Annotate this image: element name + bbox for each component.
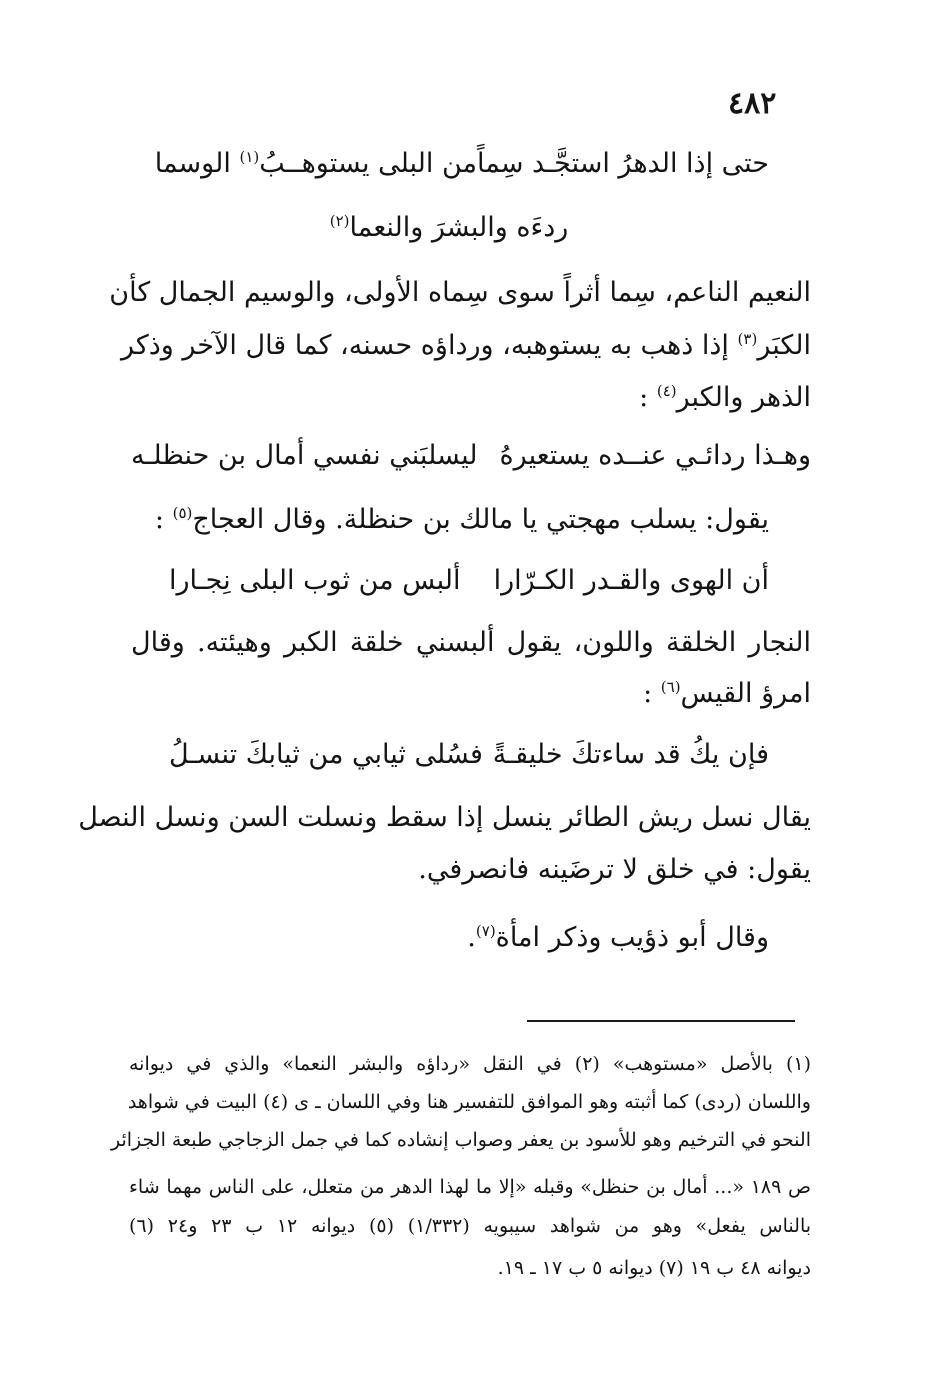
para-1-line-1: النعيم الناعم، سِما أثراً سوى سِماه الأولى، والوسيم الجمال كأن <box>109 277 811 308</box>
footnote-ref-6: (٦) <box>660 678 681 696</box>
verse-4 <box>169 737 769 772</box>
footnote-separator <box>527 1020 795 1022</box>
footnote-ref-4: (٤) <box>656 382 677 400</box>
verse-1 <box>154 146 769 181</box>
footnote-line-5: بالناس يفعل» وهو من شواهد سيبويه (١/٣٣٢) (٥) ديوانه ١٢ ب ٢٣ و٢٤ (٦) <box>129 1215 812 1237</box>
footnote-line-4: ص ١٨٩ «... أمال بن حنظل» وقبله «إلا ما لهذا الدهر من متعلل، على الناس مهما شاء <box>129 1176 811 1198</box>
verse-4-hemistich-a: فإن يكُ قد ساءتكَ خليقـةً <box>492 739 769 770</box>
para-1-line-2 <box>120 328 811 363</box>
verse-3-hemistich-a: أن الهوى والقـدر الكـرّارا <box>493 565 769 596</box>
verse-3 <box>169 563 769 598</box>
verse-1-hemistich-b <box>155 146 477 181</box>
footnote-ref-5: (٥) <box>172 504 193 522</box>
para-2 <box>131 502 769 537</box>
para-3-line-2-pre: امرؤ القيس <box>680 678 811 709</box>
para-1-line-3-post: : <box>639 382 649 413</box>
para-1-line-2-pre: الكبَر <box>757 330 811 361</box>
para-3-line-2-post: : <box>643 678 653 709</box>
verse-1-hemistich-a: حتى إذا الدهرُ استجَّـد سِماً <box>477 148 769 179</box>
para-5-pre: وقال أبو ذؤيب وذكر امأة <box>495 922 769 953</box>
para-5 <box>131 920 769 955</box>
verse-2-hemistich-a: وهـذا ردائـي عنــده يستعيرهُ <box>499 440 811 471</box>
footnote-ref-3: (٣) <box>737 330 758 348</box>
footnote-line-6: ديوانه ٤٨ ب ١٩ (٧) ديوانه ٥ ب ١٧ ـ ١٩. <box>497 1257 811 1279</box>
para-2-post: : <box>154 504 164 535</box>
verse-3-hemistich-b: ألبس من ثوب البلى نِجـارا <box>169 565 461 596</box>
verse-4-hemistich-b: فسُلى ثيابي من ثيابكَ تنسـلُ <box>169 739 483 770</box>
para-4-line-2: يقول: في خلق لا ترضَينه فانصرفي. <box>418 854 811 885</box>
para-1-line-3 <box>639 380 811 415</box>
verse-1-hemistich-b-text: من البلى يستوهــبُ <box>259 148 478 179</box>
footnote-ref-2: (٢) <box>329 212 350 230</box>
verse-2-hemistich-b: ليسلبَني نفسي أمال بن حنظلـه <box>131 440 478 471</box>
footnote-line-1: (١) بالأصل «مستوهب» (٢) في النقل «رداؤه والبشر النعما» والذي في ديوانه <box>129 1053 812 1075</box>
para-3-line-1: النجار الخلقة واللون، يقول ألبسني خلقة الكبر وهيئته. وقال <box>131 627 811 658</box>
para-1-line-2-post: إذا ذهب به يستوهبه، ورداؤه حسنه، كما قال الآخر وذكر <box>120 330 729 361</box>
footnote-ref-1: (١) <box>239 148 260 166</box>
para-4-line-1: يقال نسل ريش الطائر ينسل إذا سقط ونسلت السن ونسل النصل <box>78 802 811 833</box>
verse-1-continuation <box>299 210 599 245</box>
para-1-line-3-pre: الذهر والكبر <box>676 382 811 413</box>
para-5-post: . <box>467 922 476 953</box>
para-2-pre: يقول: يسلب مهجتي يا مالك بن حنظلة. وقال العجاج <box>192 504 769 535</box>
verse-1-continuation-text: ردءَه والبشرَ والنعما <box>349 212 569 243</box>
footnote-ref-7: (٧) <box>475 922 496 940</box>
footnote-line-3: النحو في الترخيم وهو للأسود بن يعفر وصواب إنشاده كما في جمل الزجاجي طبعة الجزائر <box>110 1129 811 1151</box>
verse-1-tail: الوسما <box>154 148 231 179</box>
footnote-line-2: واللسان (ردى) كما أثبته وهو الموافق للتفسير هنا وفي اللسان ـ ى (٤) البيت في شواهد <box>127 1091 811 1113</box>
para-3-line-2 <box>643 676 811 711</box>
page-number: ٤٨٢ <box>728 86 777 121</box>
verse-2 <box>131 438 811 473</box>
